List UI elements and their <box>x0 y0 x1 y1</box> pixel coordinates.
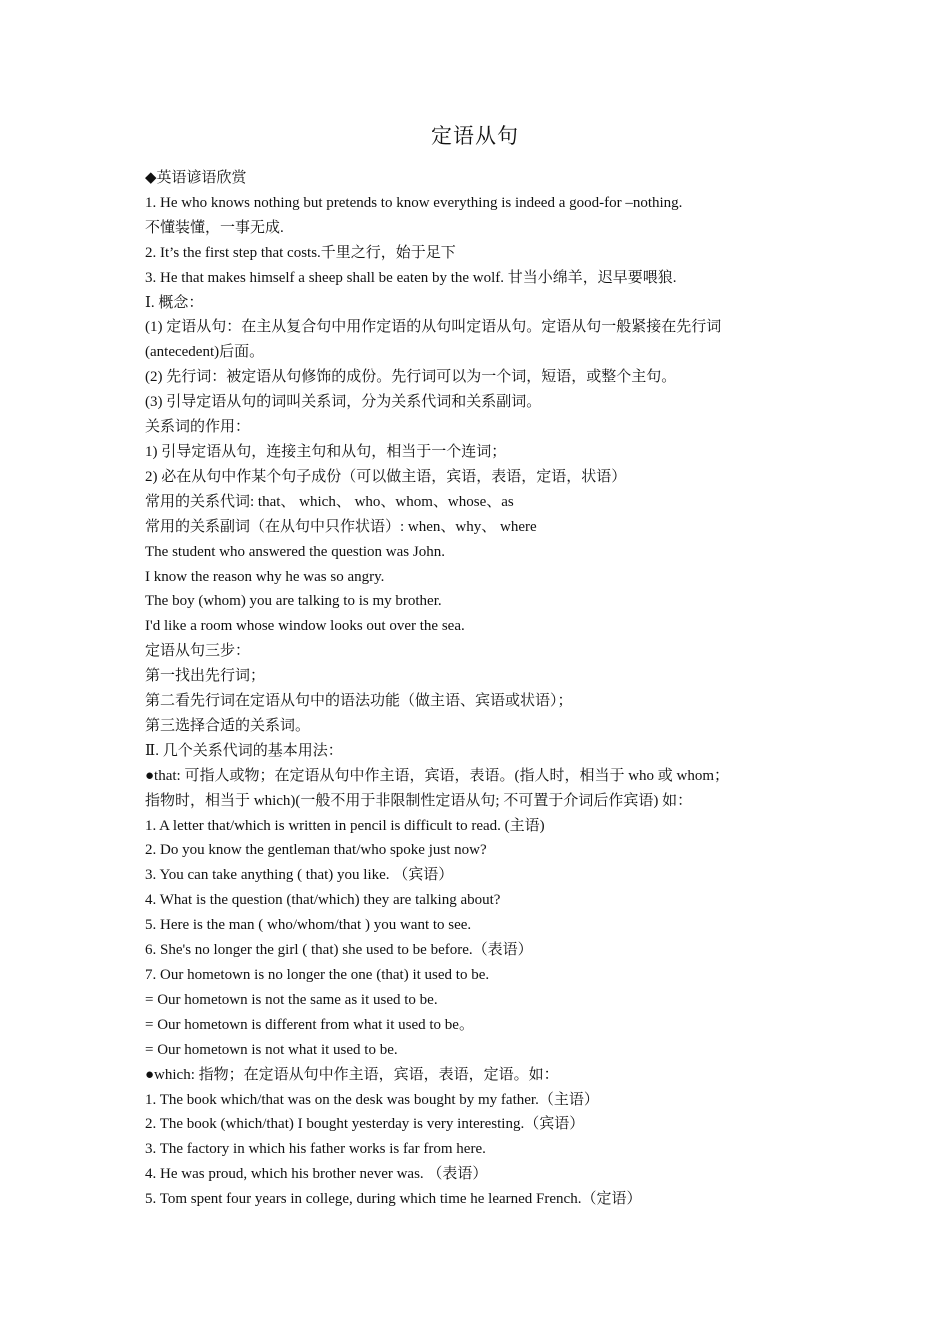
text-line: I know the reason why he was so angry. <box>145 568 385 585</box>
text-line: 3. The factory in which his father works is far from here. <box>145 1141 486 1158</box>
text-line: 2. It’s the first step that costs.千里之行，始于足下 <box>145 244 456 261</box>
text-line: (1) 定语从句：在主从复合句中用作定语的从句叫定语从句。定语从句一般紧接在先行词 <box>145 319 722 336</box>
text-line: (antecedent)后面。 <box>145 344 265 361</box>
text-line: = Our hometown is not what it used to be. <box>145 1041 398 1058</box>
text-line: 4. He was proud, which his brother never was. （表语） <box>145 1166 488 1183</box>
text-line: 2. Do you know the gentleman that/who spoke just now? <box>145 842 487 859</box>
text-line: = Our hometown is different from what it used to be。 <box>145 1016 474 1033</box>
text-line: 4. What is the question (that/which) they are talking about? <box>145 892 501 909</box>
text-line: 常用的关系代词: that、 which、 who、whom、whose、as <box>145 493 514 510</box>
text-line: 第三选择合适的关系词。 <box>145 717 311 734</box>
text-line: 5. Here is the man ( who/whom/that ) you want to see. <box>145 917 472 934</box>
text-line: 第二看先行词在定语从句中的语法功能（做主语、宾语或状语）； <box>145 693 573 710</box>
document-body <box>145 166 815 1212</box>
text-line: 2. The book (which/that) I bought yesterday is very interesting.（宾语） <box>145 1116 585 1133</box>
text-line: 指物时，相当于 which)(一般不用于非限制性定语从句; 不可置于介词后作宾语) 如： <box>145 792 693 809</box>
text-line: The boy (whom) you are talking to is my brother. <box>145 593 442 610</box>
text-line: = Our hometown is not the same as it used to be. <box>145 991 438 1008</box>
text-line: ◆英语谚语欣赏 <box>145 170 247 186</box>
text-line: The student who answered the question was John. <box>145 543 445 560</box>
text-line: ●that: 可指人或物；在定语从句中作主语，宾语，表语。(指人时，相当于 who 或 whom； <box>145 767 730 784</box>
text-line: I'd like a room whose window looks out over the sea. <box>145 618 465 635</box>
text-line: 1. The book which/that was on the desk was bought by my father.（主语） <box>145 1091 599 1108</box>
text-line: Ⅰ. 概念： <box>145 294 204 311</box>
text-line: 关系词的作用： <box>145 419 251 436</box>
text-line: 3. You can take anything ( that) you like. （宾语） <box>145 867 454 884</box>
text-line: (2) 先行词：被定语从句修饰的成份。先行词可以为一个词，短语，或整个主句。 <box>145 369 677 386</box>
text-line: 2) 必在从句中作某个句子成份（可以做主语，宾语，表语，定语，状语） <box>145 468 627 485</box>
document-title: 定语从句 <box>431 124 519 148</box>
text-line: 1. He who knows nothing but pretends to know everything is indeed a good-for –nothing. <box>145 194 683 211</box>
text-line: ●which: 指物；在定语从句中作主语，宾语，表语，定语。如： <box>145 1066 559 1083</box>
text-line: 不懂装懂，一事无成. <box>145 219 284 236</box>
text-line: 定语从句三步： <box>145 643 251 660</box>
text-line: 第一找出先行词； <box>145 668 266 685</box>
text-line: 1) 引导定语从句，连接主句和从句，相当于一个连词； <box>145 443 507 460</box>
text-line: 3. He that makes himself a sheep shall be eaten by the wolf. 甘当小绵羊，迟早要喂狼. <box>145 269 677 286</box>
text-line: 5. Tom spent four years in college, during which time he learned French.（定语） <box>145 1191 642 1208</box>
text-line: (3) 引导定语从句的词叫关系词，分为关系代词和关系副词。 <box>145 394 542 411</box>
text-line: 1. A letter that/which is written in pencil is difficult to read. (主语) <box>145 817 545 834</box>
text-line: 6. She's no longer the girl ( that) she used to be before.（表语） <box>145 942 533 959</box>
text-line: 常用的关系副词（在从句中只作状语）: when、why、 where <box>145 518 537 535</box>
text-line: Ⅱ. 几个关系代词的基本用法： <box>145 742 343 759</box>
text-line: 7. Our hometown is no longer the one (that) it used to be. <box>145 967 490 983</box>
